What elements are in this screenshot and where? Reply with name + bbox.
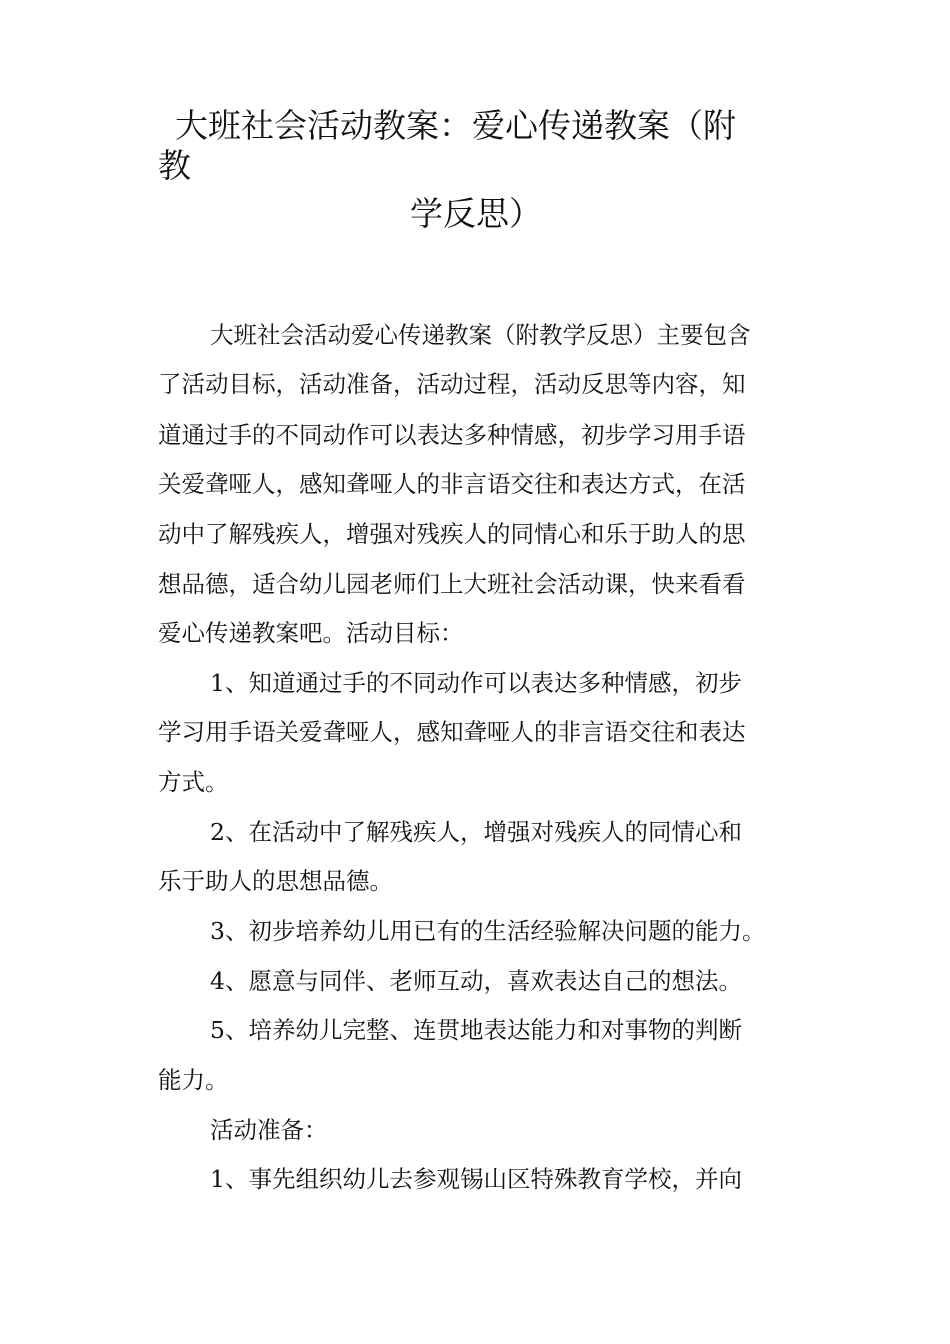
body-line: 乐于助人的思想品德。 <box>158 867 393 895</box>
document-title-line-3: 学反思） <box>410 194 542 233</box>
body-line: 学习用手语关爱聋哑人，感知聋哑人的非言语交往和表达 <box>158 718 746 746</box>
body-line: 关爱聋哑人，感知聋哑人的非言语交往和表达方式，在活 <box>158 470 746 498</box>
body-line: 方式。 <box>158 768 229 796</box>
body-line: 想品德，适合幼儿园老师们上大班社会活动课，快来看看 <box>158 570 746 598</box>
body-line: 1、知道通过手的不同动作可以表达多种情感，初步 <box>210 669 742 697</box>
body-line: 了活动目标，活动准备，活动过程，活动反思等内容，知 <box>158 370 746 398</box>
body-line: 爱心传递教案吧。活动目标： <box>158 619 464 647</box>
body-line: 能力。 <box>158 1066 229 1094</box>
body-line: 1、事先组织幼儿去参观锡山区特殊教育学校，并向 <box>210 1165 742 1193</box>
body-line: 2、在活动中了解残疾人，增强对残疾人的同情心和 <box>210 818 742 846</box>
body-line: 道通过手的不同动作可以表达多种情感，初步学习用手语 <box>158 421 746 449</box>
document-title-line-2: 教 <box>158 146 191 185</box>
body-line: 活动准备： <box>210 1116 328 1144</box>
body-line: 4、愿意与同伴、老师互动，喜欢表达自己的想法。 <box>210 967 742 995</box>
document-title-line-1: 大班社会活动教案：爱心传递教案（附 <box>175 106 736 145</box>
body-line: 动中了解残疾人，增强对残疾人的同情心和乐于助人的思 <box>158 520 746 548</box>
body-line: 5、培养幼儿完整、连贯地表达能力和对事物的判断 <box>210 1016 742 1044</box>
body-line: 大班社会活动爱心传递教案（附教学反思）主要包含 <box>210 321 751 349</box>
body-line: 3、初步培养幼儿用已有的生活经验解决问题的能力。 <box>210 917 766 945</box>
